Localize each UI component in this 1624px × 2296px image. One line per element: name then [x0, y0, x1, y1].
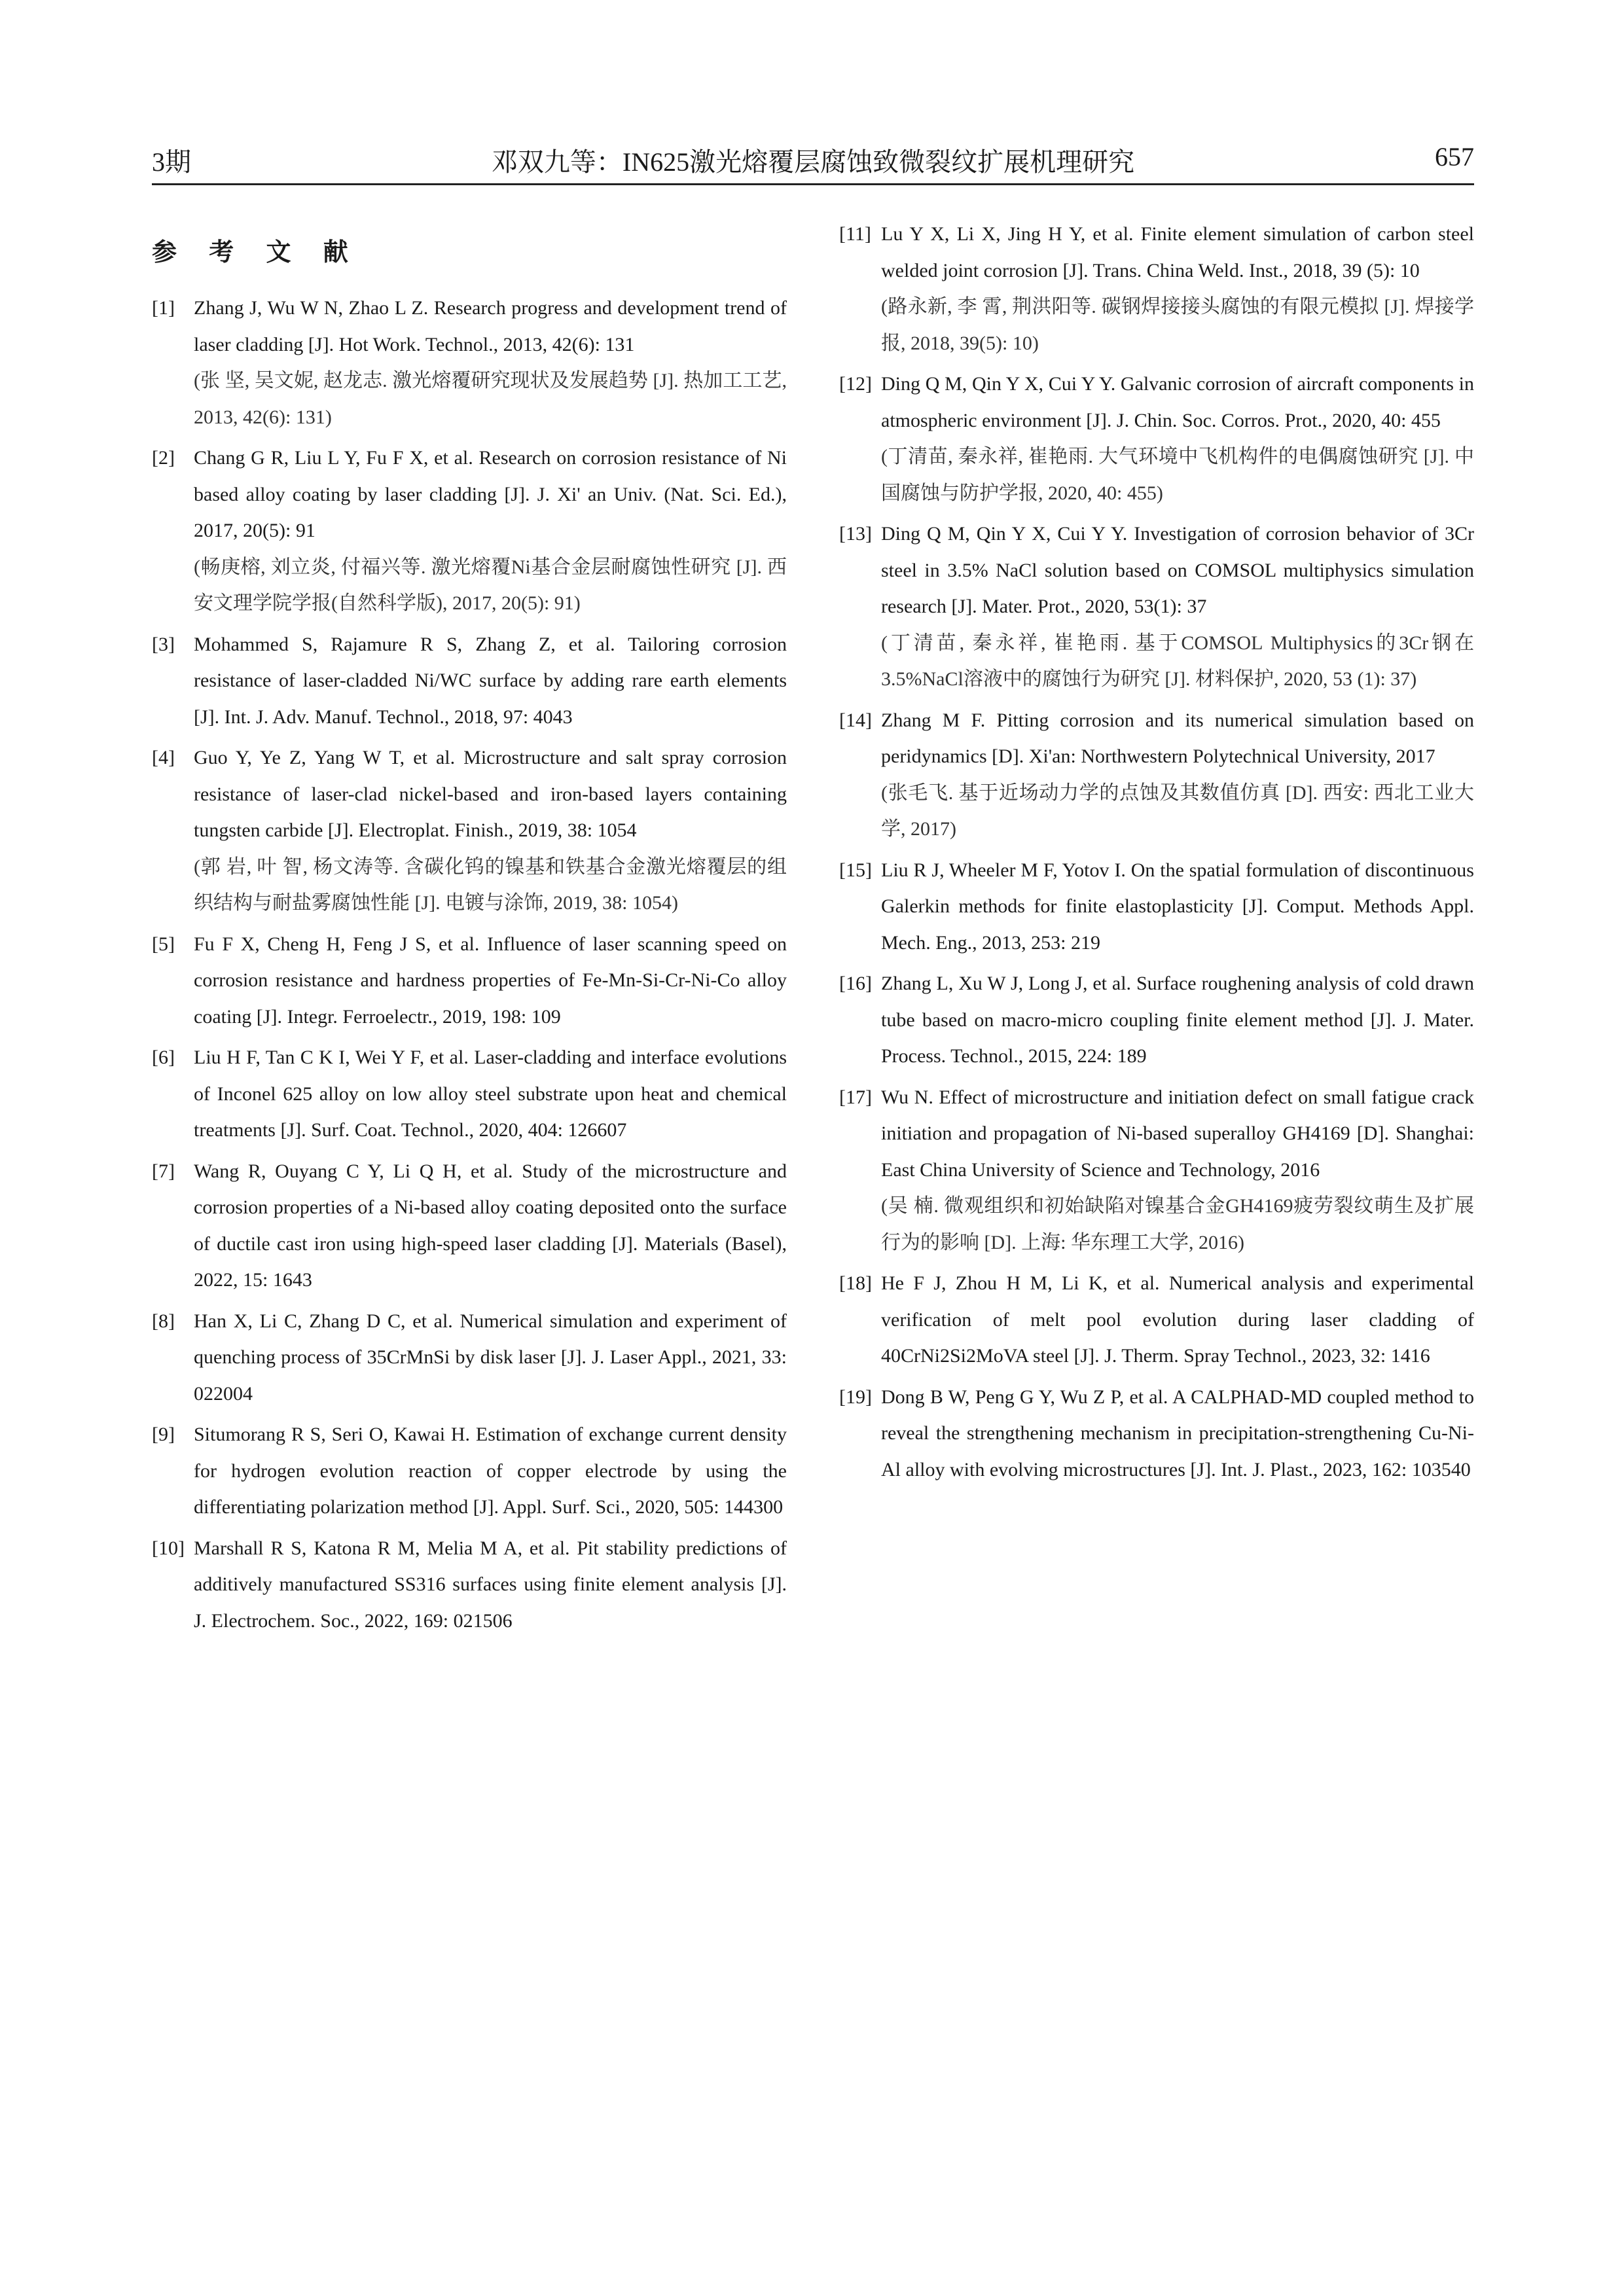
reference-number: [15] [839, 859, 872, 881]
issue-number: 3期 [152, 147, 191, 177]
reference-item [839, 216, 1474, 361]
reference-item [152, 1416, 787, 1526]
reference-text: Han X, Li C, Zhang D C, et al. Numerical simulation and experiment of quenching process of 35CrMnSi by disk laser [J]. J. Laser Appl., 2021, 33: 022004 [194, 1310, 787, 1405]
reference-item [839, 965, 1474, 1075]
reference-text: Marshall R S, Katona R M, Melia M A, et al. Pit stability predictions of additively manufactured SS316 surfaces using finite element analysis [J]. J. Electrochem. Soc., 2022, 169: 021506 [194, 1537, 787, 1632]
reference-translation: (张毛飞. 基于近场动力学的点蚀及其数值仿真 [D]. 西安: 西北工业大学, 2017) [881, 781, 1474, 840]
reference-text: Liu H F, Tan C K I, Wei Y F, et al. Laser-cladding and interface evolutions of Inconel 625 alloy on low alloy steel substrate upon heat and chemical treatments [J]. Surf. Coat. Technol., 2020, 404: 126607 [194, 1047, 787, 1141]
reference-item [152, 1303, 787, 1412]
reference-column-left [152, 216, 787, 1643]
reference-item [839, 702, 1474, 848]
reference-translation: (张 坚, 吴文妮, 赵龙志. 激光熔覆研究现状及发展趋势 [J]. 热加工工艺, 2013, 42(6): 131) [194, 370, 787, 428]
running-header [152, 136, 1474, 183]
reference-text: He F J, Zhou H M, Li K, et al. Numerical analysis and experimental verification of melt pool evolution during laser cladding of 40CrNi2Si2MoVA steel [J]. J. Therm. Spray Technol., 2023, 32: 1416 [881, 1272, 1474, 1367]
reference-number: [11] [839, 223, 871, 245]
reference-item [839, 1079, 1474, 1261]
reference-number: [19] [839, 1386, 872, 1408]
reference-number: [14] [839, 709, 872, 731]
reference-number: [16] [839, 973, 872, 994]
reference-item [839, 516, 1474, 698]
reference-text: Fu F X, Cheng H, Feng J S, et al. Influence of laser scanning speed on corrosion resistance and hardness properties of Fe-Mn-Si-Cr-Ni-Co alloy coating [J]. Integr. Ferroelectr., 2019, 198: 109 [194, 933, 787, 1028]
reference-item [152, 290, 787, 435]
reference-item [839, 1379, 1474, 1488]
reference-translation: (路永新, 李 霄, 荆洪阳等. 碳钢焊接接头腐蚀的有限元模拟 [J]. 焊接学报, 2018, 39(5): 10) [881, 296, 1474, 354]
running-title: 邓双九等：IN625激光熔覆层腐蚀致微裂纹扩展机理研究 [491, 147, 1135, 177]
reference-text: Zhang L, Xu W J, Long J, et al. Surface roughening analysis of cold drawn tube based on macro-micro coupling finite element method [J]. J. Mater. Process. Technol., 2015, 224: 189 [881, 973, 1474, 1067]
reference-number: [8] [152, 1310, 175, 1332]
reference-translation: (丁清苗, 秦永祥, 崔艳雨. 基于COMSOL Multiphysics的3Cr钢在3.5%NaCl溶液中的腐蚀行为研究 [J]. 材料保护, 2020, 53 (1): 37) [881, 632, 1474, 690]
reference-item [839, 852, 1474, 961]
reference-text: Chang G R, Liu L Y, Fu F X, et al. Research on corrosion resistance of Ni based alloy coating by laser cladding [J]. J. Xi' an Univ. (Nat. Sci. Ed.), 2017, 20(5): 91 [194, 447, 787, 541]
reference-number: [7] [152, 1160, 175, 1182]
reference-item [152, 926, 787, 1035]
reference-text: Mohammed S, Rajamure R S, Zhang Z, et al. Tailoring corrosion resistance of laser-cladded Ni/WC surface by adding rare earth elements [J]. Int. J. Adv. Manuf. Technol., 2018, 97: 4043 [194, 633, 787, 728]
reference-item [152, 1039, 787, 1149]
page-number: 657 [1435, 142, 1474, 171]
reference-number: [6] [152, 1047, 175, 1068]
reference-text: Zhang J, Wu W N, Zhao L Z. Research progress and development trend of laser cladding [J]. Hot Work. Technol., 2013, 42(6): 131 [194, 297, 787, 355]
reference-translation: (吴 楠. 微观组织和初始缺陷对镍基合金GH4169疲劳裂纹萌生及扩展行为的影响 [D]. 上海: 华东理工大学, 2016) [881, 1195, 1474, 1253]
reference-number: [18] [839, 1272, 872, 1294]
reference-number: [13] [839, 523, 872, 545]
reference-text: Ding Q M, Qin Y X, Cui Y Y. Investigation of corrosion behavior of 3Cr steel in 3.5% NaCl solution based on COMSOL multiphysics simulation research [J]. Mater. Prot., 2020, 53(1): 37 [881, 523, 1474, 617]
reference-item [152, 740, 787, 922]
reference-translation: (畅庚榕, 刘立炎, 付福兴等. 激光熔覆Ni基合金层耐腐蚀性研究 [J]. 西安文理学院学报(自然科学版), 2017, 20(5): 91) [194, 556, 787, 614]
reference-text: Zhang M F. Pitting corrosion and its numerical simulation based on peridynamics [D]. Xi'an: Northwestern Polytechnical University, 2017 [881, 709, 1474, 767]
reference-item [152, 440, 787, 622]
reference-column-right [839, 216, 1474, 1492]
reference-text: Liu R J, Wheeler M F, Yotov I. On the spatial formulation of discontinuous Galerkin methods for finite elastoplasticity [J]. Comput. Methods Appl. Mech. Eng., 2013, 253: 219 [881, 859, 1474, 954]
reference-text: Wang R, Ouyang C Y, Li Q H, et al. Study of the microstructure and corrosion properties of a Ni-based alloy coating deposited onto the surface of ductile cast iron using high-speed laser cladding [J]. Materials (Basel), 2022, 15: 1643 [194, 1160, 787, 1291]
reference-number: [10] [152, 1537, 185, 1559]
reference-item [152, 626, 787, 736]
reference-item [152, 1153, 787, 1299]
reference-text: Ding Q M, Qin Y X, Cui Y Y. Galvanic corrosion of aircraft components in atmospheric environment [J]. J. Chin. Soc. Corros. Prot., 2020, 40: 455 [881, 373, 1474, 431]
reference-text: Lu Y X, Li X, Jing H Y, et al. Finite element simulation of carbon steel welded joint corrosion [J]. Trans. China Weld. Inst., 2018, 39 (5): 10 [881, 223, 1474, 281]
reference-number: [3] [152, 633, 175, 655]
reference-text: Wu N. Effect of microstructure and initiation defect on small fatigue crack initiation and propagation of Ni-based superalloy GH4169 [D]. Shanghai: East China University of Science and Technology, 2016 [881, 1086, 1474, 1181]
reference-number: [1] [152, 297, 175, 319]
reference-number: [2] [152, 447, 175, 469]
reference-item [839, 366, 1474, 511]
reference-text: Situmorang R S, Seri O, Kawai H. Estimation of exchange current density for hydrogen evolution reaction of copper electrode by using the differentiating polarization method [J]. Appl. Surf. Sci., 2020, 505: 144300 [194, 1424, 787, 1518]
reference-item [152, 1530, 787, 1640]
header-rule [152, 183, 1474, 185]
reference-number: [12] [839, 373, 872, 395]
reference-item [839, 1265, 1474, 1374]
reference-number: [4] [152, 747, 175, 768]
reference-translation: (郭 岩, 叶 智, 杨文涛等. 含碳化钨的镍基和铁基合金激光熔覆层的组织结构与耐盐雾腐蚀性能 [J]. 电镀与涂饰, 2019, 38: 1054) [194, 855, 787, 914]
references-heading: 参 考 文 献 [152, 238, 360, 266]
reference-text: Guo Y, Ye Z, Yang W T, et al. Microstructure and salt spray corrosion resistance of laser-clad nickel-based and iron-based layers containing tungsten carbide [J]. Electroplat. Finish., 2019, 38: 1054 [194, 747, 787, 841]
reference-number: [5] [152, 933, 175, 955]
reference-translation: (丁清苗, 秦永祥, 崔艳雨. 大气环境中飞机构件的电偶腐蚀研究 [J]. 中国腐蚀与防护学报, 2020, 40: 455) [881, 446, 1474, 504]
reference-number: [17] [839, 1086, 872, 1108]
reference-text: Dong B W, Peng G Y, Wu Z P, et al. A CALPHAD-MD coupled method to reveal the strengthening mechanism in precipitation-strengthening Cu-Ni-Al alloy with evolving microstructures [J]. Int. J. Plast., 2023, 162: 103540 [881, 1386, 1474, 1480]
reference-number: [9] [152, 1424, 175, 1445]
